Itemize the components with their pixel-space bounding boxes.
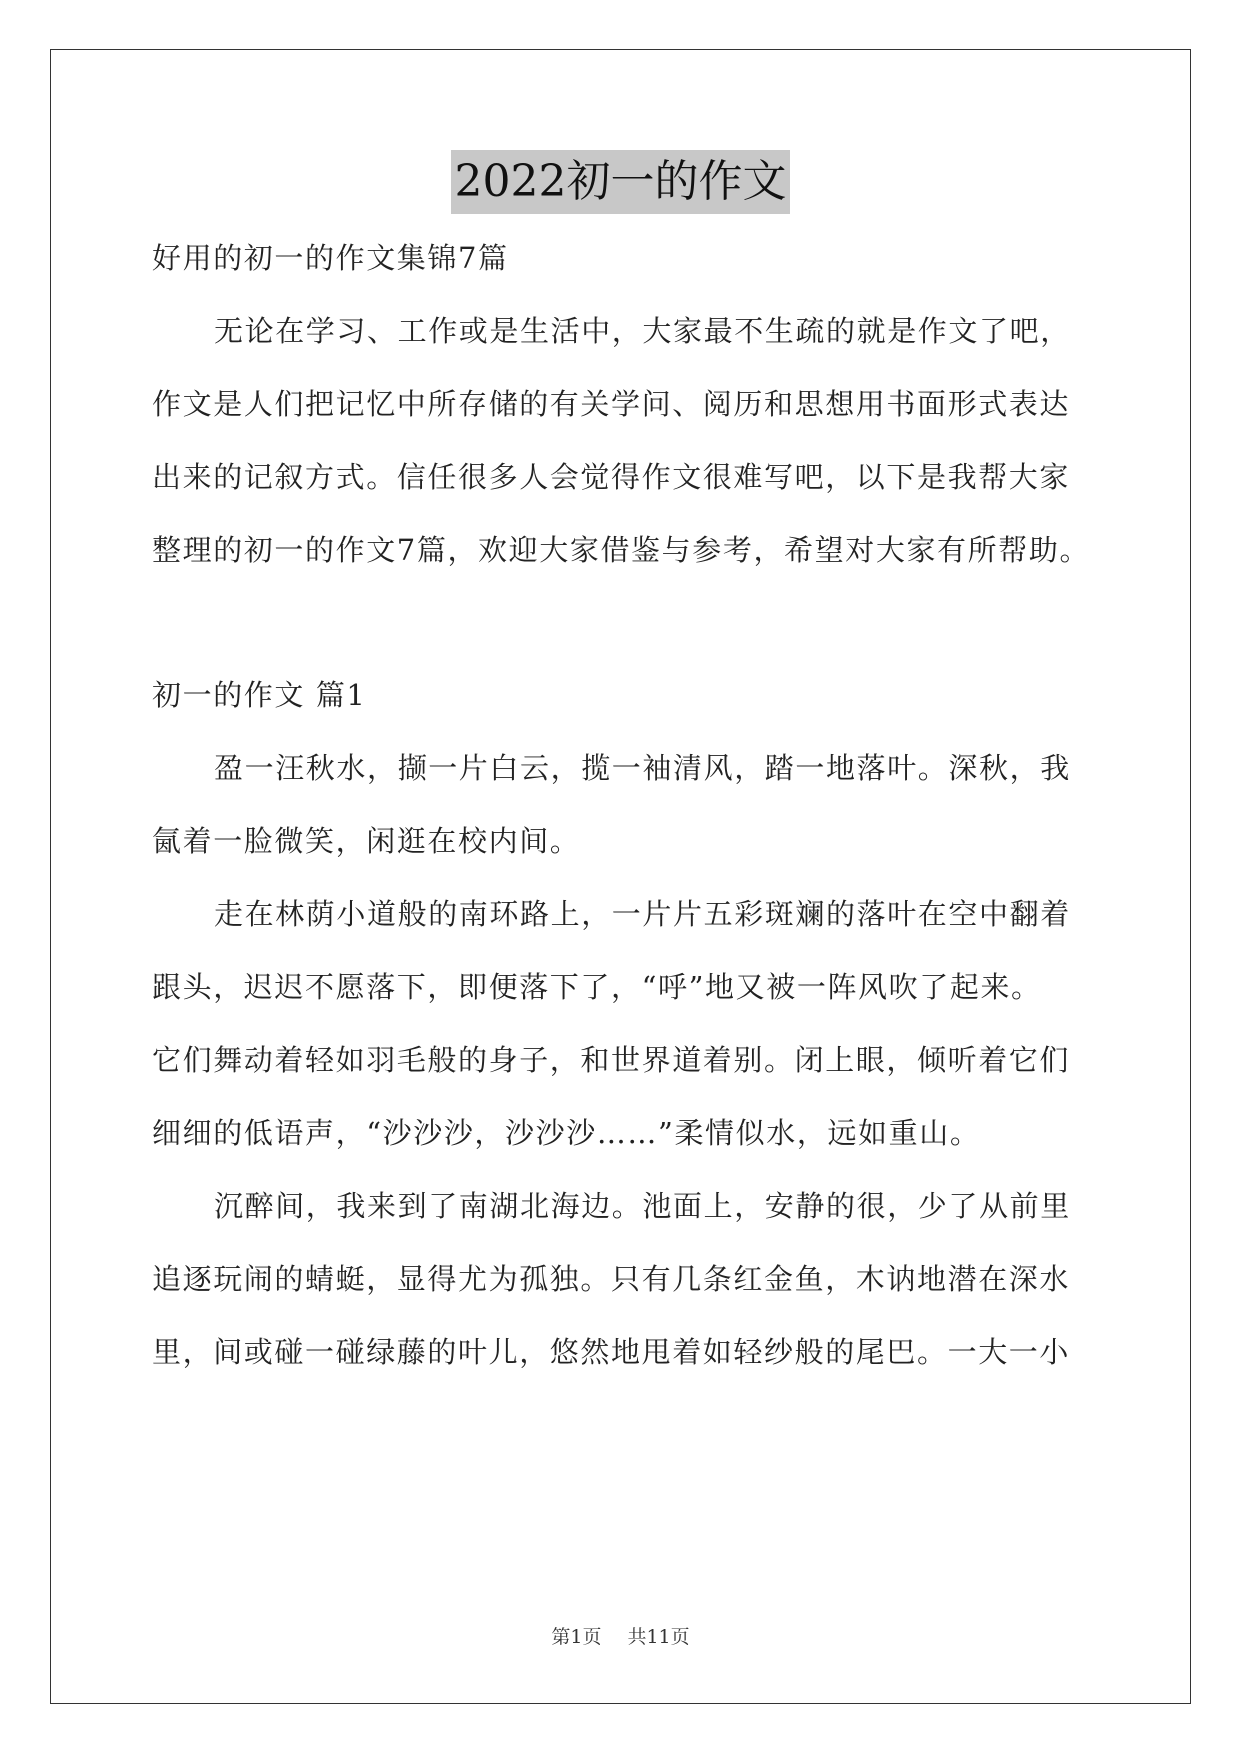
paragraph-line: 追逐玩闹的蜻蜓，显得尤为孤独。只有几条红金鱼，木讷地潜在深水 <box>152 1262 1071 1296</box>
intro-line: 无论在学习、工作或是生活中，大家最不生疏的就是作文了吧， <box>214 314 1071 348</box>
paragraph-line: 跟头，迟迟不愿落下，即便落下了，“呼”地又被一阵风吹了起来。 <box>152 970 1042 1004</box>
paragraph-line: 里，间或碰一碰绿藤的叶儿，悠然地甩着如轻纱般的尾巴。一大一小 <box>152 1335 1071 1369</box>
section-heading: 初一的作文 篇1 <box>152 678 367 712</box>
document-title: 2022初一的作文 <box>451 150 791 214</box>
paragraph-line: 沉醉间，我来到了南湖北海边。池面上，安静的很，少了从前里 <box>214 1189 1071 1223</box>
title-container <box>0 150 1241 214</box>
page-number-current: 第1页 <box>551 1626 602 1648</box>
intro-line: 出来的记叙方式。信任很多人会觉得作文很难写吧，以下是我帮大家 <box>152 460 1071 494</box>
page-number-total: 共11页 <box>627 1626 690 1648</box>
paragraph-line: 它们舞动着轻如羽毛般的身子，和世界道着别。闭上眼，倾听着它们 <box>152 1043 1071 1077</box>
paragraph-line: 盈一汪秋水，撷一片白云，揽一袖清风，踏一地落叶。深秋，我 <box>214 751 1071 785</box>
intro-line: 作文是人们把记忆中所存储的有关学问、阅历和思想用书面形式表达 <box>152 387 1071 421</box>
page-frame <box>50 49 1191 1704</box>
collection-subtitle: 好用的初一的作文集锦7篇 <box>152 241 509 275</box>
paragraph-line: 走在林荫小道般的南环路上，一片片五彩斑斓的落叶在空中翻着 <box>214 897 1071 931</box>
paragraph-line: 氤着一脸微笑，闲逛在校内间。 <box>152 824 581 858</box>
page-footer <box>0 1622 1241 1649</box>
intro-line: 整理的初一的作文7篇，欢迎大家借鉴与参考，希望对大家有所帮助。 <box>152 533 1091 567</box>
paragraph-line: 细细的低语声，“沙沙沙，沙沙沙……”柔情似水，远如重山。 <box>152 1116 981 1150</box>
